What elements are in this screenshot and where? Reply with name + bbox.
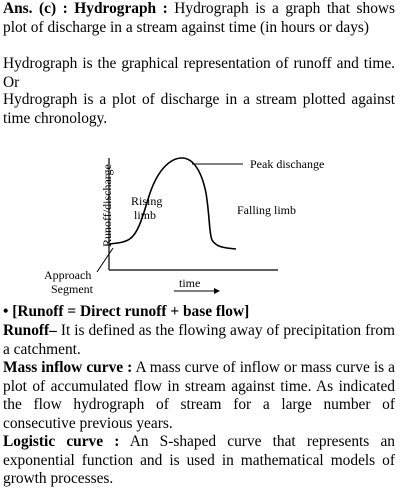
mass-inflow-curve-term: Mass inflow curve : xyxy=(3,359,133,376)
approach-label-line2: Segment xyxy=(51,282,93,296)
hydrograph-definition-3: Hydrograph is a plot of discharge in a stream plotted against time chronology. xyxy=(3,91,395,127)
runoff-term: Runoff– xyxy=(3,322,57,339)
runoff-definition-text: It is defined as the flowing away of precipitation from a catchment. xyxy=(3,322,395,358)
runoff-formula xyxy=(3,303,395,322)
hydrograph-definition-2: Hydrograph is the graphical representation of runoff and time. Or xyxy=(3,55,395,91)
time-arrow-head xyxy=(214,288,220,294)
hydrograph-figure xyxy=(40,148,370,300)
answer-label: Ans. (c) : Hydrograph : xyxy=(3,0,168,17)
mass-inflow-curve-text: A mass curve of inflow or mass curve is a plot of accumulated flow in stream against time. As indicated the flow hydrograph of stream for a large number of consecutive previous years. xyxy=(3,359,395,432)
mass-inflow-curve-definition xyxy=(3,359,395,433)
falling-limb-label: Falling limb xyxy=(237,203,297,217)
rising-limb-label-line1: Rising xyxy=(131,194,163,208)
runoff-formula-text: [Runoff = Direct runoff + base flow] xyxy=(12,303,250,320)
y-axis-label: Runoff/discharge xyxy=(100,164,114,247)
logistic-curve-text: An S-shaped curve that represents an exponential function and is used in mathematical models of growth processes. xyxy=(3,433,395,487)
hydrograph-curve xyxy=(109,158,236,249)
rising-limb-label-line2: limb xyxy=(134,208,157,222)
runoff-definition xyxy=(3,322,395,359)
hydrograph-definition-text: Hydrograph is a graph that shows plot of discharge in a stream against time (in hours or days) xyxy=(3,0,395,36)
logistic-curve-definition xyxy=(3,433,395,489)
hydrograph-definition xyxy=(3,0,395,37)
bullet: • xyxy=(3,303,9,320)
x-axis-label: time xyxy=(179,276,201,290)
approach-pointer-line xyxy=(97,248,113,272)
approach-label-line1: Approach xyxy=(44,268,92,282)
hydrograph-diagram xyxy=(40,148,370,300)
logistic-curve-term: Logistic curve : xyxy=(3,433,120,450)
peak-label: Peak dischange xyxy=(250,157,325,171)
